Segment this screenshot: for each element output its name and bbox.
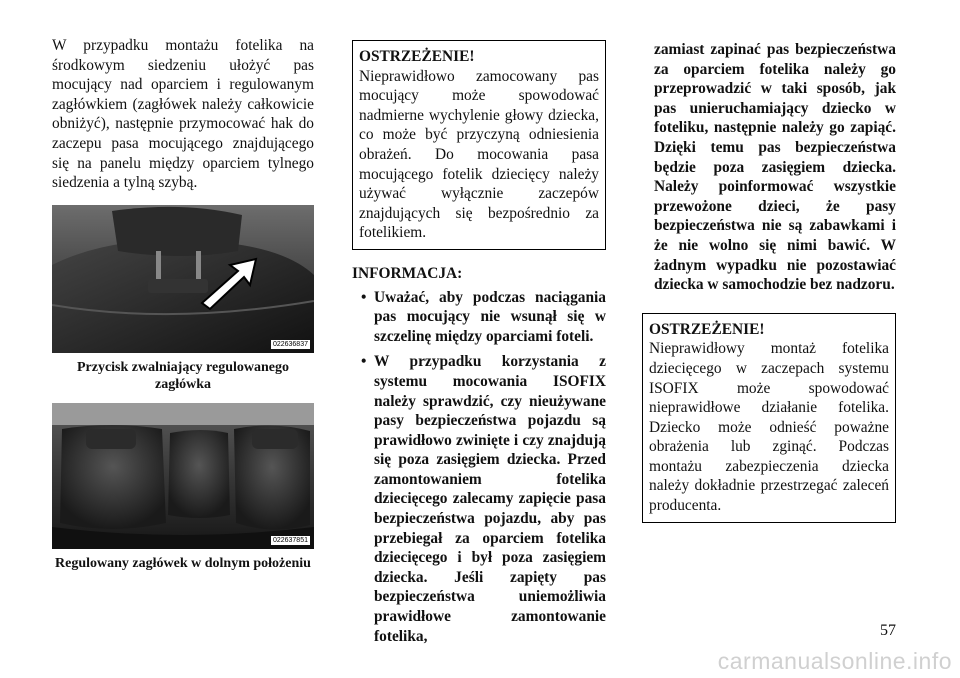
watermark: carmanualsonline.info (717, 648, 952, 674)
figure-code: 022637851 (272, 536, 308, 544)
figure-caption: Przycisk zwalniający regulowanego zagłówka (76, 359, 290, 392)
bullet-icon: • (361, 353, 367, 371)
continuation-paragraph: zamiast zapinać pas bezpieczeństwa za oparciem fotelika należy go przeprowadzić w taki sposób, jak pas unieruchamiający dziecko w foteliku, następnie należy go zapiąć. Dzięki temu pas bezpieczeństwa będzie poza zasięgiem dziecka. Należy poinformować wszystkie przewożone dzieci, że pasy bezpieczeństwa nie są zabawkami i że nie wolno się nimi bawić. W żadnym wypadku nie pozostawiać dziecka w samochodzie bez nadzoru. (654, 41, 896, 294)
page-number: 57 (880, 622, 896, 639)
headrest-release-photo (52, 205, 314, 353)
left-column (52, 36, 314, 572)
headrest-lowered-photo (52, 403, 314, 549)
info-bullet-list (352, 288, 606, 647)
rear-seat-photo-illustration (52, 403, 314, 549)
middle-column (352, 40, 606, 646)
warning-box (642, 313, 896, 523)
warning-text: Nieprawidłowo zamocowany pas mocujący może spowodować nadmierne wychylenie głowy dziecka, co może być przyczyną odniesienia obrażeń. Do mocowania pasa mocującego fotelik dziecięcy należy używać wyłącznie zaczepów znajdujących się bezpośrednio za fotelikiem. (359, 67, 599, 242)
figure-caption: Regulowany zagłówek w dolnym położeniu (55, 555, 311, 571)
right-column (642, 40, 896, 523)
intro-paragraph: W przypadku montażu fotelika na środkowym siedzeniu ułożyć pas mocujący nad oparciem i regulowanym zagłówkiem (zagłówek należy całkowicie obniżyć), następnie przymocować hak do zaczepu pasa mocującego znajdującego się na panelu między oparciem tylnego siedzenia a tylną szybą. (52, 37, 314, 192)
warning-title: OSTRZEŻENIE! (359, 48, 475, 65)
bullet-icon: • (361, 288, 367, 306)
warning-box (352, 40, 606, 250)
headrest-photo-illustration (52, 205, 314, 353)
list-item: • Uważać, aby podczas naciągania pas mocujący nie wsunął się w szczelinę między oparciami foteli. (361, 288, 606, 345)
list-item: • W przypadku korzystania z systemu mocowania ISOFIX należy sprawdzić, czy nieużywane pasy bezpieczeństwa pojazdu są prawidłowo zwinięte i czy znajdują się poza zasięgiem dziecka. Przed zamontowaniem fotelika dziecięcego zalecamy zapięcie pasa bezpieczeństwa pojazdu, aby pas przebiegał za oparciem fotelika dziecięcego i był poza zasięgiem dziecka. Jeśli zapięty pas bezpieczeństwa uniemożliwia prawidłowe zamontowanie fotelika, (361, 353, 606, 645)
figure-code: 022636837 (272, 340, 308, 348)
warning-text: Nieprawidłowy montaż fotelika dziecięcego w zaczepach systemu ISOFIX może spowodować nieprawidłowe działanie fotelika. Dziecko może odnieść poważne obrażenia lub zginąć. Podczas montażu zabezpieczenia dziecka należy dokładnie przestrzegać zaleceń producenta. (649, 340, 889, 515)
info-heading: INFORMACJA: (352, 264, 463, 282)
warning-title: OSTRZEŻENIE! (649, 320, 765, 338)
